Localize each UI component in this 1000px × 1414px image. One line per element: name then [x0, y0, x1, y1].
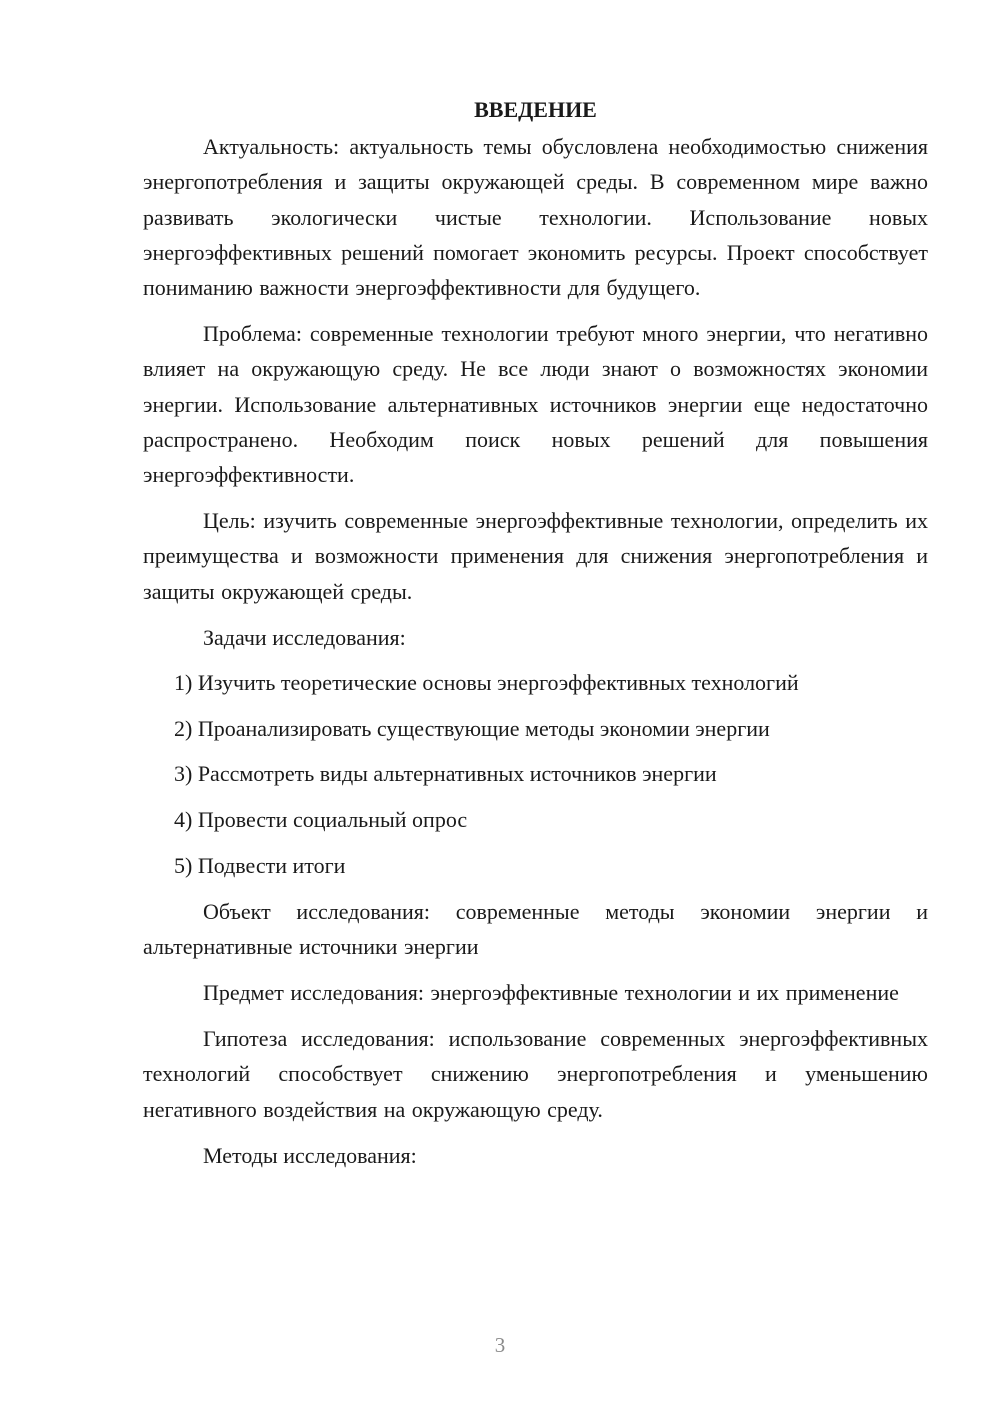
methods-heading: Методы исследования: — [203, 1142, 417, 1168]
tasks-list — [143, 665, 928, 883]
page-number: 3 — [494, 1333, 506, 1357]
tasks-heading: Задачи исследования: — [203, 624, 406, 650]
section-title: ВВЕДЕНИЕ — [474, 97, 597, 122]
document-page — [143, 92, 928, 1183]
goal-paragraph: Цель: изучить современные энергоэффективные технологии, определить их преимущества и возможности применения для снижения энергопотребления и защиты окружающей среды. — [143, 508, 928, 604]
task-item: 5) Подвести итоги — [174, 852, 346, 878]
problem-paragraph: Проблема: современные технологии требуют много энергии, что негативно влияет на окружающую среду. Не все люди знают о возможностях экономии энергии. Использование альтернативных источников энергии еще недостаточно распространено. Необходим поиск новых решений для повышения энергоэффективности. — [143, 321, 928, 488]
task-item: 3) Рассмотреть виды альтернативных источников энергии — [174, 761, 717, 787]
subject-paragraph: Предмет исследования: энергоэффективные технологии и их применение — [203, 979, 899, 1005]
task-item: 1) Изучить теоретические основы энергоэффективных технологий — [174, 670, 799, 696]
task-item: 2) Проанализировать существующие методы экономии энергии — [174, 715, 770, 741]
task-item: 4) Провести социальный опрос — [174, 807, 468, 833]
relevance-paragraph: Актуальность: актуальность темы обусловлена необходимостью снижения энергопотребления и защиты окружающей среды. В современном мире важно развивать экологически чистые технологии. Использование новых энергоэффективных решений помогает экономить ресурсы. Проект способствует пониманию важности энергоэффективности для будущего. — [143, 134, 928, 301]
hypothesis-paragraph: Гипотеза исследования: использование современных энергоэффективных технологий способствует снижению энергопотребления и уменьшению негативного воздействия на окружающую среду. — [143, 1026, 928, 1122]
object-paragraph: Объект исследования: современные методы экономии энергии и альтернативные источники энергии — [143, 898, 928, 959]
